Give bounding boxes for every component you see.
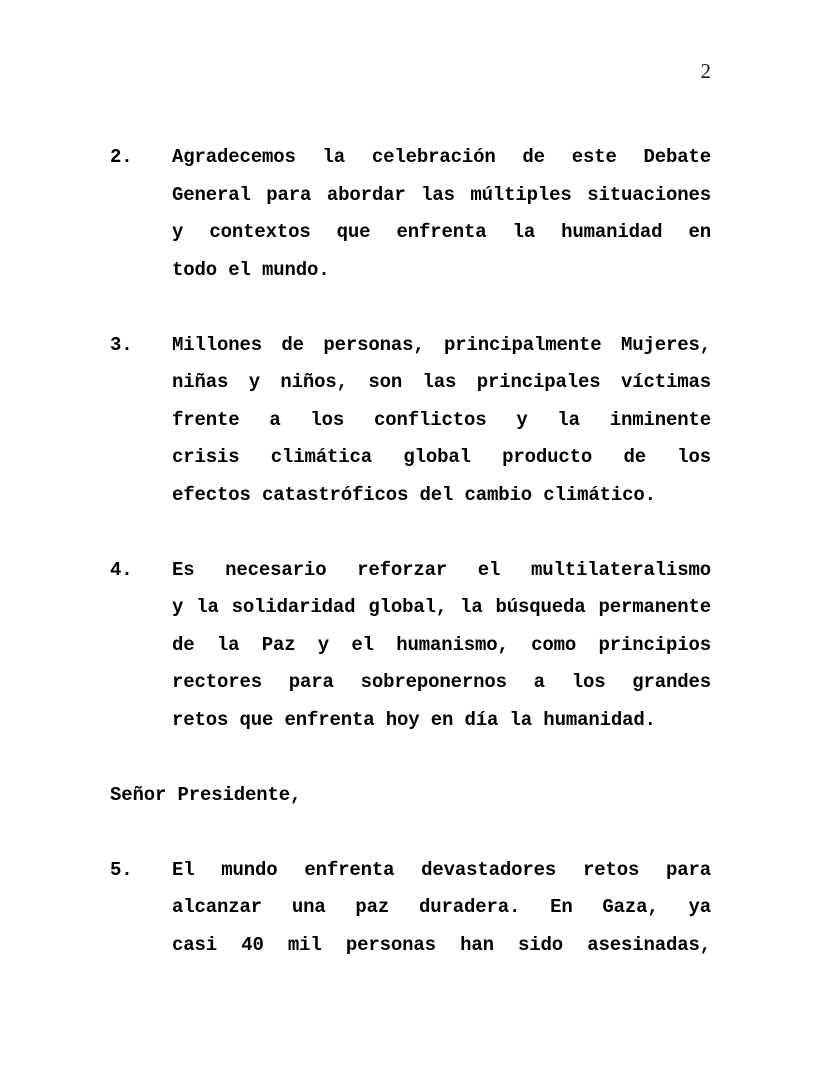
text-line: y la solidaridad global, la búsqueda permanente (172, 596, 711, 618)
paragraph-first-row (110, 327, 711, 365)
text-line: retos que enfrenta hoy en día la humanidad. (172, 708, 656, 731)
text-line: General para abordar las múltiples situaciones (172, 183, 711, 206)
text-line: Millones de personas, principalmente Mujeres, (172, 333, 711, 356)
text-line: casi 40 mil personas han sido asesinadas, (172, 933, 711, 956)
text-line: Es necesario reforzar el multilateralismo (172, 558, 711, 581)
paragraph-number: 5. (110, 858, 133, 881)
numbered-paragraph (110, 852, 711, 965)
numbered-paragraph (110, 327, 711, 515)
text-line: Señor Presidente, (110, 783, 302, 806)
text-line: rectores para sobreponernos a los grandes (172, 671, 711, 693)
paragraph-first-row (110, 852, 711, 890)
paragraph-first-row (110, 139, 711, 177)
salutation-paragraph (110, 777, 711, 815)
document-body (110, 139, 711, 964)
text-line: y contextos que enfrenta la humanidad en (172, 221, 711, 243)
numbered-paragraph (110, 552, 711, 740)
text-line: frente a los conflictos y la inminente (172, 408, 711, 431)
text-line: crisis climática global producto de los (172, 446, 711, 468)
paragraph-number: 2. (110, 146, 133, 168)
paragraph-number: 3. (110, 333, 133, 356)
text-line: de la Paz y el humanismo, como principios (172, 633, 711, 656)
paragraph-first-row (110, 552, 711, 590)
text-line: alcanzar una paz duradera. En Gaza, ya (172, 896, 711, 918)
page-number: 2 (700, 59, 711, 83)
numbered-paragraph (110, 139, 711, 289)
text-line: todo el mundo. (172, 258, 330, 281)
text-line: efectos catastróficos del cambio climático. (172, 483, 656, 506)
text-line: Agradecemos la celebración de este Debate (172, 146, 711, 168)
text-line: El mundo enfrenta devastadores retos para (172, 858, 711, 881)
text-line: niñas y niños, son las principales víctimas (172, 371, 711, 393)
paragraph-number: 4. (110, 558, 133, 581)
